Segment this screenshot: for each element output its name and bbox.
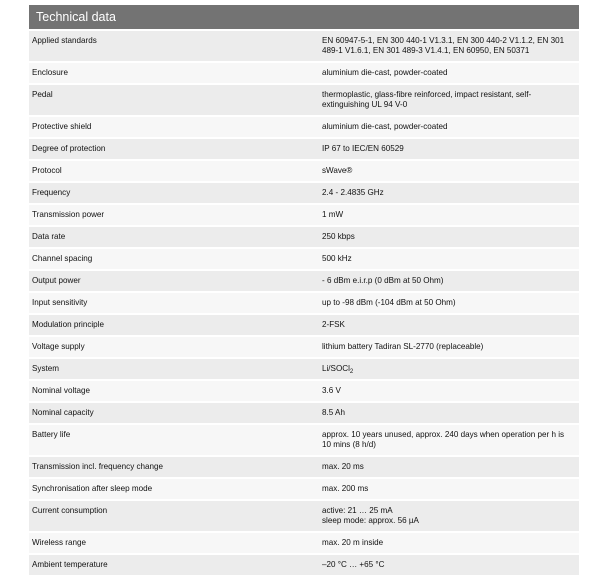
row-label: Channel spacing <box>29 249 318 269</box>
row-value: - 6 dBm e.i.r.p (0 dBm at 50 Ohm) <box>318 271 579 291</box>
row-label: Enclosure <box>29 63 318 83</box>
row-label: Input sensitivity <box>29 293 318 313</box>
table-row <box>29 205 579 225</box>
row-value: 2.4 - 2.4835 GHz <box>318 183 579 203</box>
row-value-text: Li/SOCl <box>322 364 350 373</box>
table-row <box>29 479 579 499</box>
row-label: Wireless range <box>29 533 318 553</box>
row-label: Protocol <box>29 161 318 181</box>
row-label: Degree of protection <box>29 139 318 159</box>
row-label: Nominal capacity <box>29 403 318 423</box>
row-value <box>318 501 579 531</box>
table-row <box>29 315 579 335</box>
row-label: Current consumption <box>29 501 318 531</box>
table-row <box>29 555 579 575</box>
row-label: Synchronisation after sleep mode <box>29 479 318 499</box>
row-label: Data rate <box>29 227 318 247</box>
table-row <box>29 425 579 455</box>
row-label: Protective shield <box>29 117 318 137</box>
row-value: thermoplastic, glass-fibre reinforced, impact resistant, self-extinguishing UL 94 V-0 <box>318 85 579 115</box>
row-value: max. 200 ms <box>318 479 579 499</box>
table-row <box>29 227 579 247</box>
row-label: System <box>29 359 318 379</box>
row-value: lithium battery Tadiran SL-2770 (replaceable) <box>318 337 579 357</box>
row-value: aluminium die-cast, powder-coated <box>318 117 579 137</box>
row-label: Voltage supply <box>29 337 318 357</box>
table-row <box>29 31 579 61</box>
row-value: IP 67 to IEC/EN 60529 <box>318 139 579 159</box>
table-row <box>29 85 579 115</box>
row-value: max. 20 m inside <box>318 533 579 553</box>
row-label: Ambient temperature <box>29 555 318 575</box>
table-row <box>29 249 579 269</box>
technical-data-table <box>29 29 579 577</box>
row-value: approx. 10 years unused, approx. 240 days when operation per h is 10 mins (8 h/d) <box>318 425 579 455</box>
technical-data-sheet <box>29 5 579 577</box>
row-value: 8.5 Ah <box>318 403 579 423</box>
row-value: aluminium die-cast, powder-coated <box>318 63 579 83</box>
row-label: Applied standards <box>29 31 318 61</box>
row-label: Pedal <box>29 85 318 115</box>
table-row <box>29 271 579 291</box>
row-value: max. 20 ms <box>318 457 579 477</box>
row-value-line: active: 21 … 25 mA <box>322 506 393 515</box>
row-label: Transmission incl. frequency change <box>29 457 318 477</box>
row-label: Nominal voltage <box>29 381 318 401</box>
table-row <box>29 381 579 401</box>
table-row <box>29 293 579 313</box>
table-row <box>29 501 579 531</box>
row-value: 250 kbps <box>318 227 579 247</box>
row-value: sWave® <box>318 161 579 181</box>
table-row <box>29 161 579 181</box>
row-value: –20 °C … +65 °C <box>318 555 579 575</box>
row-value: 2-FSK <box>318 315 579 335</box>
table-row <box>29 117 579 137</box>
row-value: EN 60947-5-1, EN 300 440-1 V1.3.1, EN 300 440-2 V1.1.2, EN 301 489-1 V1.6.1, EN 301 489-3 V1.4.1, EN 60950, EN 50371 <box>318 31 579 61</box>
row-label: Transmission power <box>29 205 318 225</box>
table-row <box>29 63 579 83</box>
row-value: 500 kHz <box>318 249 579 269</box>
table-row <box>29 139 579 159</box>
row-value-line: sleep mode: approx. 56 µA <box>322 516 419 525</box>
table-row <box>29 183 579 203</box>
row-label: Modulation principle <box>29 315 318 335</box>
row-value: 1 mW <box>318 205 579 225</box>
row-label: Battery life <box>29 425 318 455</box>
row-label: Output power <box>29 271 318 291</box>
table-row <box>29 457 579 477</box>
row-value <box>318 359 579 379</box>
table-row <box>29 359 579 379</box>
table-row <box>29 337 579 357</box>
section-title: Technical data <box>29 5 579 29</box>
row-value: up to -98 dBm (-104 dBm at 50 Ohm) <box>318 293 579 313</box>
table-row <box>29 533 579 553</box>
row-value-subscript: 2 <box>349 369 354 375</box>
table-row <box>29 403 579 423</box>
row-label: Frequency <box>29 183 318 203</box>
row-value: 3.6 V <box>318 381 579 401</box>
